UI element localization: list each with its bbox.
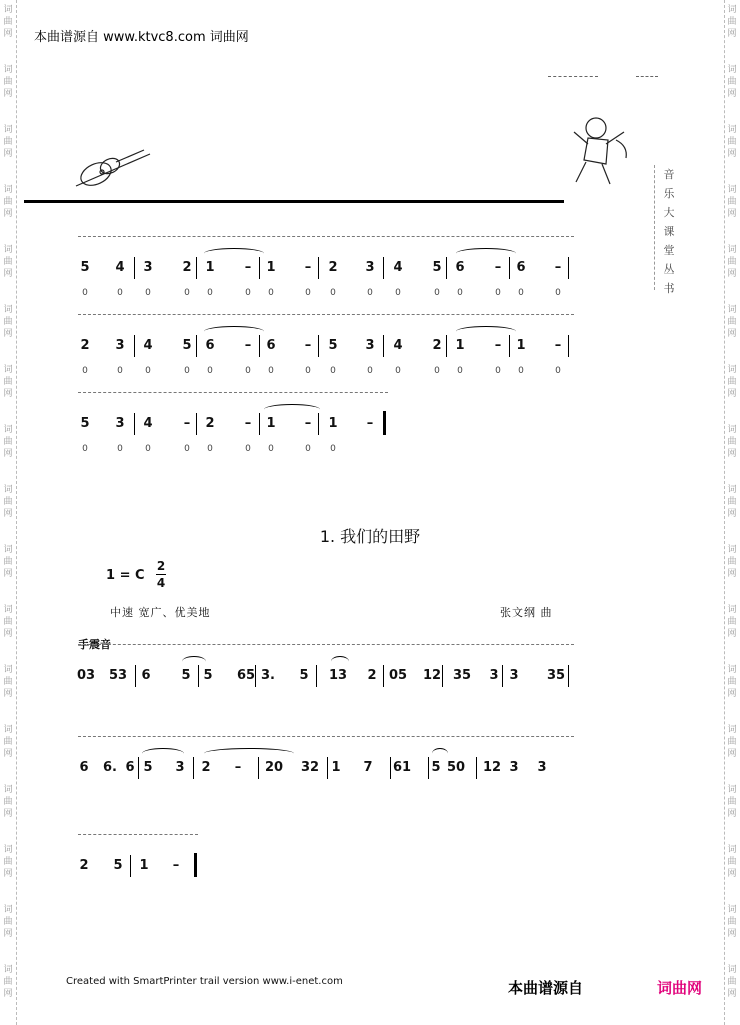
- note: 1: [331, 760, 341, 775]
- footer-brand-site: 词曲网: [657, 979, 703, 997]
- sub-dot: 0: [495, 366, 501, 376]
- sub-dot: 0: [367, 288, 373, 298]
- bar-line: [134, 335, 135, 357]
- note: 2: [205, 416, 215, 431]
- bar-line: [130, 855, 131, 877]
- header-source-text: 本曲谱源自 www.ktvc8.com 词曲网: [34, 30, 249, 45]
- sub-dot: 0: [117, 288, 123, 298]
- sub-dot: 0: [367, 366, 373, 376]
- note: 35: [452, 668, 472, 683]
- watermark-text: 词 曲 网: [3, 665, 13, 699]
- series-char: 大: [663, 206, 675, 219]
- note: 3: [365, 260, 375, 275]
- note: 5: [432, 260, 442, 275]
- top-dash-rule-short: [636, 76, 658, 77]
- bar-line: [390, 757, 391, 779]
- sub-dot: 0: [268, 366, 274, 376]
- final-bar-line: [383, 411, 386, 435]
- bar-line: [193, 757, 194, 779]
- note: 7: [363, 760, 373, 775]
- sub-dot: 0: [184, 444, 190, 454]
- key-signature: 1 = C: [106, 568, 145, 583]
- bar-line: [259, 257, 260, 279]
- watermark-text: 词 曲 网: [727, 785, 737, 819]
- sub-dot: 0: [457, 366, 463, 376]
- watermark-text: 词 曲 网: [727, 5, 737, 39]
- note: 1: [516, 338, 526, 353]
- note: 6: [141, 668, 151, 683]
- note: 4: [143, 416, 153, 431]
- bar-line: [196, 413, 197, 435]
- watermark-text: 词 曲 网: [727, 545, 737, 579]
- bar-line: [446, 335, 447, 357]
- bar-line: [327, 757, 328, 779]
- note: 5: [143, 760, 153, 775]
- song-row-3: [78, 834, 574, 914]
- sub-dot: 0: [518, 288, 524, 298]
- bar-line: [568, 665, 569, 687]
- watermark-text: 词 曲 网: [3, 545, 13, 579]
- tie-arc: [204, 248, 264, 259]
- sub-dot: 0: [207, 288, 213, 298]
- bar-line: [383, 335, 384, 357]
- watermark-text: 词 曲 网: [3, 725, 13, 759]
- sub-dot: 0: [245, 288, 251, 298]
- watermark-text: 词 曲 网: [727, 125, 737, 159]
- sub-dot: 0: [457, 288, 463, 298]
- watermark-text: 词 曲 网: [3, 605, 13, 639]
- watermark-text: 词 曲 网: [3, 185, 13, 219]
- tie-arc: [331, 656, 349, 667]
- sub-dot: 0: [395, 288, 401, 298]
- watermark-text: 词 曲 网: [727, 965, 737, 999]
- note: 5: [203, 668, 213, 683]
- sub-dot: 0: [305, 366, 311, 376]
- bar-line: [196, 257, 197, 279]
- sub-dot: 0: [145, 444, 151, 454]
- sub-dot: 0: [330, 444, 336, 454]
- sub-dot: 0: [117, 366, 123, 376]
- note: 3: [115, 338, 125, 353]
- watermark-text: 词 曲 网: [727, 905, 737, 939]
- sub-dot: 0: [330, 366, 336, 376]
- top-dash-rule: [548, 76, 598, 77]
- note: 1: [266, 416, 276, 431]
- note: 2: [432, 338, 442, 353]
- bar-line: [258, 757, 259, 779]
- sub-dot: 0: [330, 288, 336, 298]
- note: 20: [264, 760, 284, 775]
- note: 3: [143, 260, 153, 275]
- note: 6: [125, 760, 135, 775]
- sub-dot: 0: [268, 288, 274, 298]
- note: –: [304, 416, 312, 431]
- right-watermark-strip: [724, 0, 740, 1025]
- note: 5: [431, 760, 441, 775]
- tie-arc: [204, 748, 294, 759]
- note: –: [554, 338, 562, 353]
- note: –: [172, 858, 180, 873]
- note: –: [304, 338, 312, 353]
- bar-line: [509, 335, 510, 357]
- bar-line: [196, 335, 197, 357]
- note: –: [494, 260, 502, 275]
- bar-line: [135, 665, 136, 687]
- watermark-text: 词 曲 网: [727, 245, 737, 279]
- note: 53: [108, 668, 128, 683]
- watermark-text: 词 曲 网: [727, 185, 737, 219]
- note: 65: [236, 668, 256, 683]
- note: 6: [79, 760, 89, 775]
- note: 2: [79, 858, 89, 873]
- note: 5: [181, 668, 191, 683]
- note: 50: [446, 760, 466, 775]
- bar-line: [509, 257, 510, 279]
- tie-arc: [456, 248, 516, 259]
- note: –: [244, 416, 252, 431]
- note: 4: [393, 260, 403, 275]
- note: –: [366, 416, 374, 431]
- footer-brand-source: 本曲谱源自: [508, 979, 584, 997]
- song-title: 1. 我们的田野: [319, 527, 421, 546]
- sub-dot: 0: [117, 444, 123, 454]
- note: 2: [80, 338, 90, 353]
- note: 6.: [103, 760, 117, 775]
- note: 2: [182, 260, 192, 275]
- note: 5: [182, 338, 192, 353]
- note: 6: [455, 260, 465, 275]
- series-char: 乐: [663, 187, 675, 200]
- note: 32: [300, 760, 320, 775]
- note: 3: [115, 416, 125, 431]
- sub-dot: 0: [82, 444, 88, 454]
- song-row-1: [78, 644, 574, 724]
- sub-dot: 0: [395, 366, 401, 376]
- watermark-text: 词 曲 网: [727, 725, 737, 759]
- note: 6: [516, 260, 526, 275]
- note: 4: [143, 338, 153, 353]
- tie-arc: [204, 326, 264, 337]
- violin-illustration-icon: [66, 146, 152, 192]
- note: –: [234, 760, 242, 775]
- note: 35: [546, 668, 566, 683]
- sub-dot: 0: [82, 366, 88, 376]
- bar-line: [316, 665, 317, 687]
- note: 3: [175, 760, 185, 775]
- note: 13: [328, 668, 348, 683]
- watermark-text: 词 曲 网: [3, 125, 13, 159]
- bar-line: [134, 413, 135, 435]
- note: 3: [509, 760, 519, 775]
- left-watermark-strip: [0, 0, 16, 1025]
- watermark-text: 词 曲 网: [727, 65, 737, 99]
- song-row-2: [78, 736, 574, 816]
- exercise-row-3: [78, 392, 574, 472]
- series-char: 课: [663, 225, 675, 238]
- bar-line: [318, 257, 319, 279]
- sub-dot: 0: [434, 366, 440, 376]
- bar-line: [259, 335, 260, 357]
- watermark-text: 词 曲 网: [3, 905, 13, 939]
- series-char: 丛: [663, 263, 675, 276]
- sub-dot: 0: [305, 288, 311, 298]
- note: 5: [80, 260, 90, 275]
- bar-line: [134, 257, 135, 279]
- tempo-marking: 中速 宽广、优美地: [110, 606, 211, 619]
- note: –: [554, 260, 562, 275]
- note: 3: [489, 668, 499, 683]
- bar-line: [442, 665, 443, 687]
- sub-dot: 0: [82, 288, 88, 298]
- tie-arc: [182, 656, 206, 667]
- note: 5: [299, 668, 309, 683]
- sub-dot: 0: [145, 288, 151, 298]
- note: 12: [482, 760, 502, 775]
- note: 3.: [261, 668, 275, 683]
- bar-line: [568, 335, 569, 357]
- sub-dot: 0: [305, 444, 311, 454]
- watermark-text: 词 曲 网: [3, 365, 13, 399]
- note: 5: [328, 338, 338, 353]
- series-char: 堂: [663, 244, 675, 257]
- note: 1: [205, 260, 215, 275]
- watermark-text: 词 曲 网: [3, 65, 13, 99]
- watermark-text: 词 曲 网: [727, 305, 737, 339]
- bar-line: [428, 757, 429, 779]
- final-bar-line: [194, 853, 197, 877]
- note: 2: [328, 260, 338, 275]
- watermark-text: 词 曲 网: [727, 665, 737, 699]
- meter-top: 2: [156, 559, 166, 573]
- watermark-text: 词 曲 网: [3, 485, 13, 519]
- watermark-text: 词 曲 网: [727, 365, 737, 399]
- note: 1: [328, 416, 338, 431]
- note: 6: [266, 338, 276, 353]
- tie-arc: [456, 326, 516, 337]
- sub-dot: 0: [518, 366, 524, 376]
- cartoon-kid-illustration-icon: [566, 110, 636, 190]
- footer-created-text: Created with SmartPrinter trail version www.i-enet.com: [66, 976, 343, 987]
- bar-line: [255, 665, 256, 687]
- note: 03: [76, 668, 96, 683]
- note: 1: [455, 338, 465, 353]
- sub-dot: 0: [268, 444, 274, 454]
- tie-arc: [432, 748, 448, 759]
- note: 2: [201, 760, 211, 775]
- sub-dot: 0: [555, 366, 561, 376]
- note: –: [183, 416, 191, 431]
- watermark-text: 词 曲 网: [3, 965, 13, 999]
- sub-dot: 0: [245, 366, 251, 376]
- sub-dot: 0: [434, 288, 440, 298]
- note: –: [494, 338, 502, 353]
- note: 4: [393, 338, 403, 353]
- sub-dot: 0: [145, 366, 151, 376]
- sub-dot: 0: [207, 366, 213, 376]
- watermark-text: 词 曲 网: [3, 5, 13, 39]
- watermark-text: 词 曲 网: [727, 425, 737, 459]
- note: 5: [80, 416, 90, 431]
- bar-line: [476, 757, 477, 779]
- note: 1: [139, 858, 149, 873]
- note: –: [244, 338, 252, 353]
- series-char: 音: [663, 168, 675, 181]
- watermark-text: 词 曲 网: [3, 305, 13, 339]
- note: 4: [115, 260, 125, 275]
- bar-line: [383, 665, 384, 687]
- bar-line: [446, 257, 447, 279]
- note: 12: [422, 668, 442, 683]
- note: 3: [365, 338, 375, 353]
- bar-line: [318, 413, 319, 435]
- composer-credit: 张文纲 曲: [500, 606, 553, 619]
- series-vertical-label: [654, 165, 683, 295]
- exercise-row-1: [78, 236, 574, 316]
- bar-line: [318, 335, 319, 357]
- watermark-text: 词 曲 网: [3, 245, 13, 279]
- exercise-row-2: [78, 314, 574, 394]
- instrument-label: 手震音: [78, 638, 111, 651]
- sub-dot: 0: [184, 288, 190, 298]
- sub-dot: 0: [495, 288, 501, 298]
- bar-line: [502, 665, 503, 687]
- note: 6: [205, 338, 215, 353]
- note: 3: [537, 760, 547, 775]
- bar-line: [138, 757, 139, 779]
- bar-line: [568, 257, 569, 279]
- watermark-text: 词 曲 网: [3, 785, 13, 819]
- sub-dot: 0: [207, 444, 213, 454]
- note: 3: [509, 668, 519, 683]
- watermark-text: 词 曲 网: [3, 845, 13, 879]
- watermark-text: 词 曲 网: [727, 485, 737, 519]
- tie-arc: [264, 404, 320, 415]
- note: 5: [113, 858, 123, 873]
- watermark-text: 词 曲 网: [3, 425, 13, 459]
- sub-dot: 0: [245, 444, 251, 454]
- tie-arc: [142, 748, 184, 759]
- watermark-text: 词 曲 网: [727, 845, 737, 879]
- note: 61: [392, 760, 412, 775]
- watermark-text: 词 曲 网: [727, 605, 737, 639]
- header-rule: [24, 200, 564, 203]
- bar-line: [383, 257, 384, 279]
- note: –: [304, 260, 312, 275]
- time-signature: [156, 559, 166, 590]
- note: 05: [388, 668, 408, 683]
- note: 2: [367, 668, 377, 683]
- sub-dot: 0: [555, 288, 561, 298]
- bar-line: [198, 665, 199, 687]
- sub-dot: 0: [184, 366, 190, 376]
- bar-line: [259, 413, 260, 435]
- series-char: 书: [663, 282, 675, 295]
- meter-bottom: 4: [156, 576, 166, 590]
- note: 1: [266, 260, 276, 275]
- note: –: [244, 260, 252, 275]
